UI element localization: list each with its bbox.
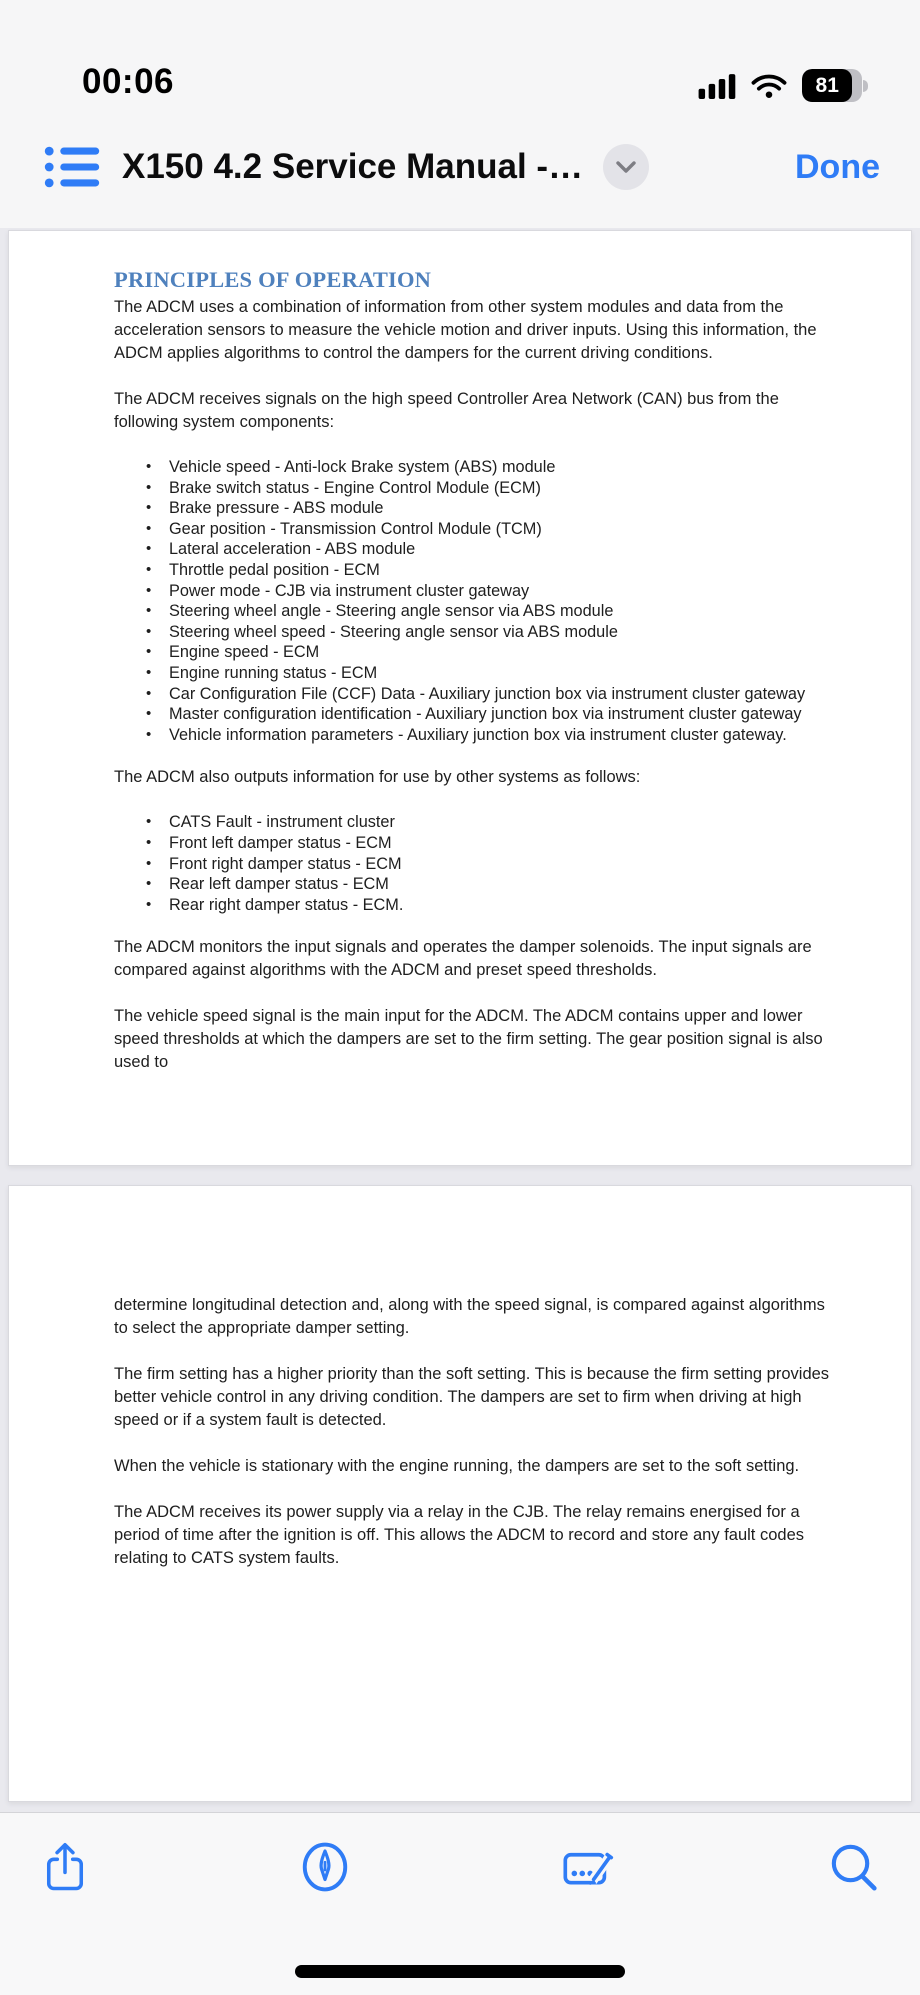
bullet-item: • Steering wheel speed - Steering angle sensor via ABS module bbox=[146, 622, 833, 643]
search-icon bbox=[828, 1841, 880, 1893]
bullet-item: • Front right damper status - ECM bbox=[146, 854, 833, 875]
bullet-item: • Vehicle information parameters - Auxiliary junction box via instrument cluster gateway. bbox=[146, 725, 833, 746]
nav-bar bbox=[0, 112, 920, 228]
bullet-item: • Vehicle speed - Anti-lock Brake system (ABS) module bbox=[146, 457, 833, 478]
bullet-item: • Engine running status - ECM bbox=[146, 663, 833, 684]
cellular-signal-icon bbox=[698, 73, 736, 99]
bullet-item: • Rear right damper status - ECM. bbox=[146, 895, 833, 916]
paragraph: determine longitudinal detection and, along with the speed signal, is compared against algorithms to select the appropriate damper setting. bbox=[114, 1296, 825, 1337]
paragraph: The firm setting has a higher priority than the soft setting. This is because the firm setting provides better vehicle control in any driving condition. The dampers are set to firm when driving at high speed or if a system fault is detected. bbox=[114, 1365, 830, 1429]
share-icon bbox=[40, 1839, 90, 1895]
markup-button[interactable] bbox=[299, 1839, 351, 1895]
status-time: 00:06 bbox=[82, 62, 175, 101]
bullet-item: • Front left damper status - ECM bbox=[146, 833, 833, 854]
bullet-item: • Power mode - CJB via instrument cluster gateway bbox=[146, 581, 833, 602]
collapse-title-button[interactable] bbox=[603, 144, 649, 190]
bottom-toolbar bbox=[0, 1812, 920, 1995]
paragraph: When the vehicle is stationary with the engine running, the dampers are set to the soft setting. bbox=[114, 1457, 800, 1475]
annotate-form-button[interactable] bbox=[561, 1841, 619, 1893]
paragraph: The ADCM receives signals on the high speed Controller Area Network (CAN) bus from the following system components: bbox=[114, 390, 779, 431]
done-button[interactable]: Done bbox=[795, 147, 880, 186]
home-indicator[interactable] bbox=[295, 1965, 625, 1978]
status-bar bbox=[0, 0, 920, 112]
battery-percent: 81 bbox=[802, 69, 852, 102]
paragraph: The ADCM uses a combination of information from other system modules and data from the acceleration sensors to measure the vehicle motion and driver inputs. Using this information, the ADCM applies algorithms to control the dampers for the current driving conditions. bbox=[114, 298, 817, 362]
bullet-item: • Master configuration identification - Auxiliary junction box via instrument cluster gateway bbox=[146, 704, 833, 725]
output-signals-list bbox=[114, 812, 833, 915]
bullet-item: • Lateral acceleration - ABS module bbox=[146, 539, 833, 560]
paragraph: The ADCM also outputs information for use by other systems as follows: bbox=[114, 768, 641, 787]
bullet-item: • Gear position - Transmission Control Module (TCM) bbox=[146, 519, 833, 540]
paragraph: The ADCM receives its power supply via a relay in the CJB. The relay remains energised for a period of time after the ignition is off. This allows the ADCM to record and store any fault codes relating to CATS system faults. bbox=[114, 1503, 804, 1567]
table-of-contents-button[interactable] bbox=[44, 144, 100, 190]
bullet-item: • Throttle pedal position - ECM bbox=[146, 560, 833, 581]
status-icons bbox=[698, 69, 868, 102]
wifi-icon bbox=[751, 72, 787, 99]
input-signals-list bbox=[114, 457, 833, 745]
pdf-page-2 bbox=[8, 1185, 912, 1802]
document-title: X150 4.2 Service Manual -… bbox=[122, 147, 584, 186]
chevron-down-icon bbox=[615, 160, 637, 175]
share-button[interactable] bbox=[40, 1839, 90, 1895]
pdf-page-1 bbox=[8, 230, 912, 1166]
list-bullet-icon bbox=[44, 144, 100, 190]
bullet-item: • Steering wheel angle - Steering angle sensor via ABS module bbox=[146, 601, 833, 622]
document-scroll-area[interactable] bbox=[0, 228, 920, 1812]
search-button[interactable] bbox=[828, 1841, 880, 1893]
bullet-item: • CATS Fault - instrument cluster bbox=[146, 812, 833, 833]
bullet-item: • Brake switch status - Engine Control Module (ECM) bbox=[146, 478, 833, 499]
bullet-item: • Engine speed - ECM bbox=[146, 642, 833, 663]
battery-icon bbox=[802, 69, 868, 102]
paragraph: The vehicle speed signal is the main input for the ADCM. The ADCM contains upper and lower speed thresholds at which the dampers are set to the firm setting. The gear position signal is also used to bbox=[114, 1007, 823, 1072]
pencil-tip-circle-icon bbox=[299, 1839, 351, 1895]
bullet-item: • Brake pressure - ABS module bbox=[146, 498, 833, 519]
paragraph: The ADCM monitors the input signals and operates the damper solenoids. The input signals are compared against algorithms with the ADCM and preset speed thresholds. bbox=[114, 938, 812, 980]
form-pencil-icon bbox=[561, 1841, 619, 1893]
bullet-item: • Rear left damper status - ECM bbox=[146, 874, 833, 895]
battery-nub bbox=[863, 80, 868, 92]
section-heading: PRINCIPLES OF OPERATION bbox=[114, 267, 432, 292]
bullet-item: • Car Configuration File (CCF) Data - Auxiliary junction box via instrument cluster gateway bbox=[146, 684, 833, 705]
